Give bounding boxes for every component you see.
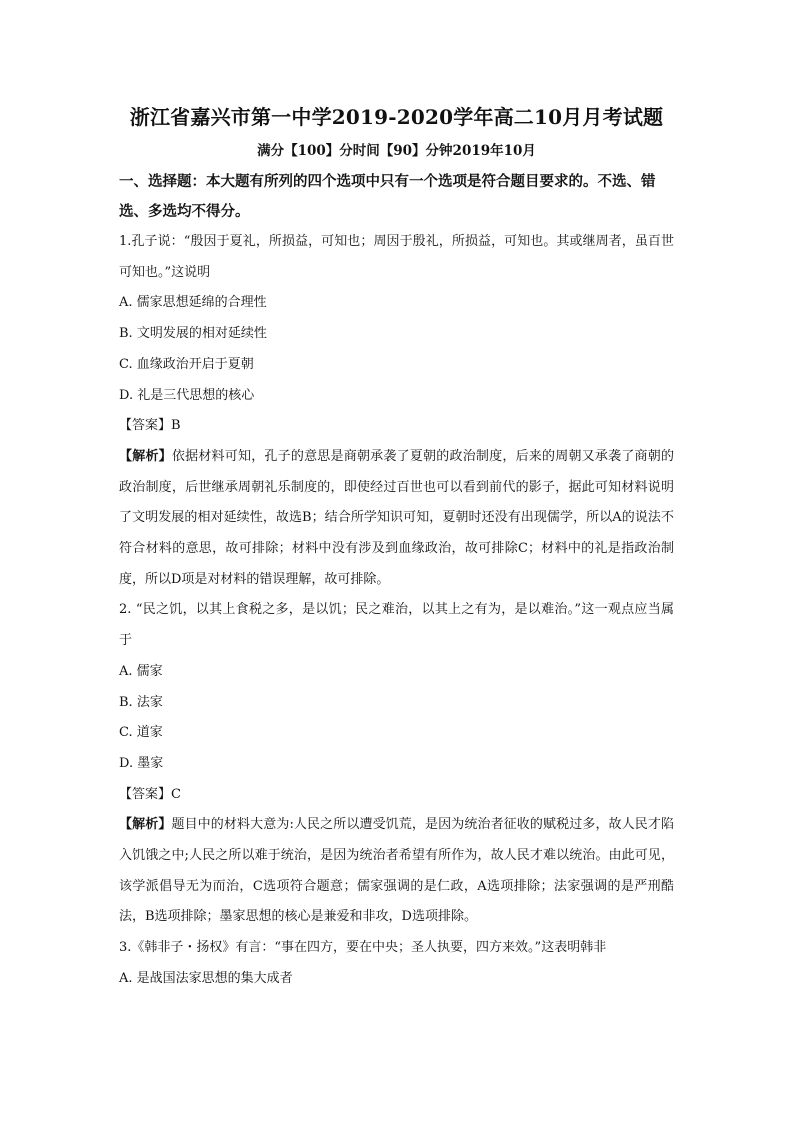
question-stem: 1.孔子说：“殷因于夏礼，所损益，可知也；周因于殷礼，所损益，可知也。其或继周者，虽百世可知也。”这说明 [119,234,674,280]
question-3 [119,933,674,994]
analysis-text: 题目中的材料大意为:人民之所以遭受饥荒，是因为统治者征收的赋税过多，故人民才陷入饥饿之中;人民之所以难于统治，是因为统治者希望有所作为，故人民才难以统治。由此可见，该学派倡导无为而治，C选项符合题意；儒家强调的是仁政，A选项排除；法家强调的是严刑酷法，B选项排除；墨家思想的核心是兼爱和非攻，D选项排除。 [119,817,674,925]
answer-tag: 【答案】 [119,418,172,434]
analysis-paragraph [119,810,674,933]
question-stem: 2. “民之饥，以其上食税之多，是以饥；民之难治，以其上之有为，是以难治。”这一观点应当属于 [119,602,674,649]
answer-line [119,411,674,442]
section-heading: 一、选择题：本大题有所列的四个选项中只有一个选项是符合题目要求的。不选、错选、多选均不得分。 [119,173,656,220]
document-title: 浙江省嘉兴市第一中学2019-2020学年高二10月月考试题 [129,105,664,129]
option-c: C. 血缘政治开启于夏朝 [119,356,254,372]
answer-tag: 【答案】 [119,786,172,802]
answer-value: B [171,418,181,434]
option-d: D. 墨家 [119,755,164,771]
option-a: A. 儒家 [119,663,163,679]
analysis-paragraph [119,442,674,596]
answer-value: C [171,786,181,802]
question-2 [119,595,674,933]
option-b: B. 法家 [119,694,163,710]
document-subtitle: 满分【100】分时间【90】分钟2019年10月 [257,143,536,159]
answer-line [119,780,674,811]
option-c: C. 道家 [119,725,163,741]
analysis-text: 依据材料可知，孔子的意思是商朝承袭了夏朝的政治制度，后来的周朝又承袭了商朝的政治制度，后世继承周朝礼乐制度的，即使经过百世也可以看到前代的影子，据此可知材料说明了文明发展的相对延续性，故选B；结合所学知识可知，夏朝时还没有出现儒学，所以A的说法不符合材料的意思，故可排除；材料中没有涉及到血缘政治，故可排除C；材料中的礼是指政治制度，所以D项是对材料的错误理解，故可排除。 [119,448,674,587]
option-a: A. 儒家思想延绵的合理性 [119,295,267,311]
question-1 [119,227,674,595]
analysis-tag: 【解析】 [119,817,172,833]
option-b: B. 文明发展的相对延续性 [119,326,267,342]
analysis-tag: 【解析】 [119,448,172,464]
option-a: A. 是战国法家思想的集大成者 [119,970,293,986]
option-d: D. 礼是三代思想的核心 [119,387,255,403]
question-stem: 3.《韩非子・扬权》有言：“事在四方，要在中央；圣人执要，四方来效。”这表明韩非 [119,940,607,956]
